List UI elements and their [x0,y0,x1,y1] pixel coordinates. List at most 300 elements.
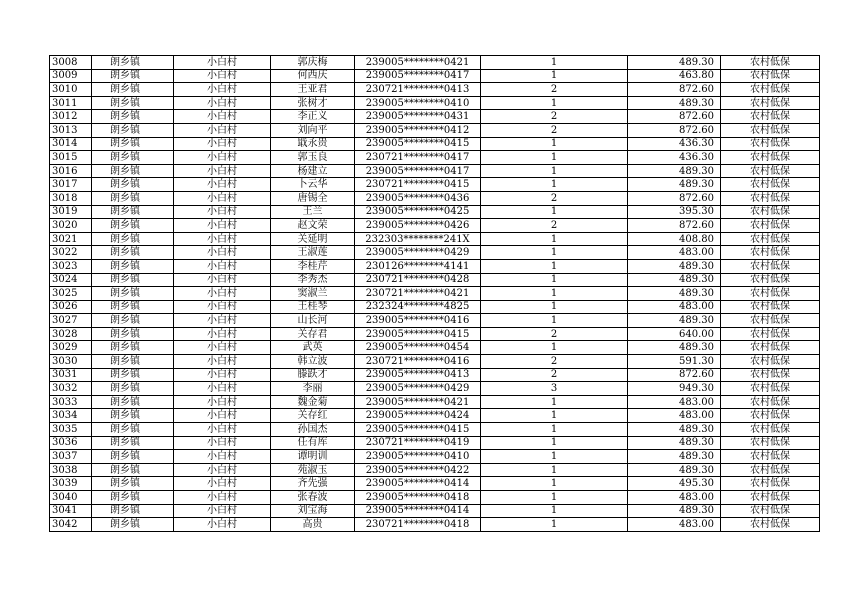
name-cell: 李丽 [271,382,355,396]
assistance-type-cell: 农村低保 [721,382,820,396]
row-number: 3014 [50,137,92,151]
town-cell: 朗乡镇 [92,69,174,83]
town-cell: 朗乡镇 [92,314,174,328]
id-number-cell: 239005********0414 [355,504,481,518]
amount-cell: 489.30 [628,259,721,273]
name-cell: 窦淑兰 [271,287,355,301]
village-cell: 小白村 [174,191,271,205]
town-cell: 朗乡镇 [92,246,174,260]
town-cell: 朗乡镇 [92,355,174,369]
id-number-cell: 232303********241X [355,232,481,246]
id-number-cell: 239005********0425 [355,205,481,219]
household-count-cell: 2 [481,327,628,341]
row-number: 3023 [50,259,92,273]
amount-cell: 483.00 [628,518,721,532]
row-number: 3016 [50,164,92,178]
table-row [50,382,820,396]
household-count-cell: 1 [481,300,628,314]
household-count-cell: 1 [481,395,628,409]
table-row [50,355,820,369]
village-cell: 小白村 [174,368,271,382]
amount-cell: 872.60 [628,83,721,97]
name-cell: 武英 [271,341,355,355]
assistance-type-cell: 农村低保 [721,450,820,464]
name-cell: 王桂琴 [271,300,355,314]
household-count-cell: 1 [481,409,628,423]
row-number: 3018 [50,191,92,205]
town-cell: 朗乡镇 [92,287,174,301]
assistance-type-cell: 农村低保 [721,341,820,355]
village-cell: 小白村 [174,314,271,328]
amount-cell: 483.00 [628,491,721,505]
table-row [50,219,820,233]
village-cell: 小白村 [174,450,271,464]
town-cell: 朗乡镇 [92,423,174,437]
village-cell: 小白村 [174,137,271,151]
household-count-cell: 1 [481,436,628,450]
id-number-cell: 232324********4825 [355,300,481,314]
amount-cell: 489.30 [628,423,721,437]
town-cell: 朗乡镇 [92,96,174,110]
household-count-cell: 1 [481,69,628,83]
table-row [50,246,820,260]
table-row [50,477,820,491]
amount-cell: 489.30 [628,178,721,192]
name-cell: 苑淑玉 [271,463,355,477]
assistance-type-cell: 农村低保 [721,123,820,137]
assistance-type-cell: 农村低保 [721,463,820,477]
assistance-type-cell: 农村低保 [721,287,820,301]
village-cell: 小白村 [174,232,271,246]
amount-cell: 489.30 [628,273,721,287]
assistance-type-cell: 农村低保 [721,232,820,246]
table-row [50,96,820,110]
amount-cell: 872.60 [628,368,721,382]
id-number-cell: 239005********0410 [355,96,481,110]
amount-cell: 872.60 [628,191,721,205]
name-cell: 孙国杰 [271,423,355,437]
village-cell: 小白村 [174,409,271,423]
id-number-cell: 230721********0421 [355,287,481,301]
table-row [50,56,820,70]
assistance-type-cell: 农村低保 [721,137,820,151]
table-row [50,191,820,205]
household-count-cell: 1 [481,232,628,246]
table-row [50,83,820,97]
name-cell: 山长河 [271,314,355,328]
relief-roster-table [49,55,820,532]
name-cell: 杨建立 [271,164,355,178]
table-body [50,56,820,532]
assistance-type-cell: 农村低保 [721,259,820,273]
town-cell: 朗乡镇 [92,178,174,192]
town-cell: 朗乡镇 [92,450,174,464]
amount-cell: 489.30 [628,164,721,178]
id-number-cell: 239005********0436 [355,191,481,205]
name-cell: 张树才 [271,96,355,110]
name-cell: 韩立波 [271,355,355,369]
assistance-type-cell: 农村低保 [721,96,820,110]
village-cell: 小白村 [174,273,271,287]
village-cell: 小白村 [174,463,271,477]
id-number-cell: 239005********0422 [355,463,481,477]
household-count-cell: 1 [481,463,628,477]
row-number: 3019 [50,205,92,219]
name-cell: 刘宝海 [271,504,355,518]
assistance-type-cell: 农村低保 [721,423,820,437]
household-count-cell: 1 [481,287,628,301]
table-row [50,205,820,219]
village-cell: 小白村 [174,96,271,110]
town-cell: 朗乡镇 [92,56,174,70]
id-number-cell: 239005********0418 [355,491,481,505]
assistance-type-cell: 农村低保 [721,300,820,314]
assistance-type-cell: 农村低保 [721,327,820,341]
household-count-cell: 1 [481,450,628,464]
village-cell: 小白村 [174,355,271,369]
household-count-cell: 3 [481,382,628,396]
id-number-cell: 239005********0415 [355,327,481,341]
amount-cell: 395.30 [628,205,721,219]
village-cell: 小白村 [174,219,271,233]
assistance-type-cell: 农村低保 [721,368,820,382]
village-cell: 小白村 [174,300,271,314]
row-number: 3031 [50,368,92,382]
row-number: 3034 [50,409,92,423]
table-row [50,491,820,505]
household-count-cell: 2 [481,191,628,205]
village-cell: 小白村 [174,491,271,505]
name-cell: 齐先强 [271,477,355,491]
table-row [50,463,820,477]
table-row [50,409,820,423]
household-count-cell: 1 [481,341,628,355]
village-cell: 小白村 [174,341,271,355]
name-cell: 李秀杰 [271,273,355,287]
row-number: 3038 [50,463,92,477]
amount-cell: 483.00 [628,395,721,409]
amount-cell: 489.30 [628,341,721,355]
assistance-type-cell: 农村低保 [721,477,820,491]
amount-cell: 489.30 [628,504,721,518]
table-row [50,300,820,314]
id-number-cell: 230721********0413 [355,83,481,97]
amount-cell: 640.00 [628,327,721,341]
assistance-type-cell: 农村低保 [721,395,820,409]
table-row [50,110,820,124]
row-number: 3020 [50,219,92,233]
amount-cell: 489.30 [628,436,721,450]
row-number: 3026 [50,300,92,314]
household-count-cell: 1 [481,477,628,491]
town-cell: 朗乡镇 [92,518,174,532]
town-cell: 朗乡镇 [92,395,174,409]
amount-cell: 489.30 [628,96,721,110]
row-number: 3030 [50,355,92,369]
town-cell: 朗乡镇 [92,477,174,491]
id-number-cell: 239005********0429 [355,382,481,396]
amount-cell: 436.30 [628,151,721,165]
name-cell: 刘向平 [271,123,355,137]
table-row [50,395,820,409]
id-number-cell: 230721********0415 [355,178,481,192]
household-count-cell: 2 [481,368,628,382]
town-cell: 朗乡镇 [92,491,174,505]
table-row [50,232,820,246]
amount-cell: 489.30 [628,287,721,301]
name-cell: 郭庆梅 [271,56,355,70]
assistance-type-cell: 农村低保 [721,164,820,178]
village-cell: 小白村 [174,123,271,137]
town-cell: 朗乡镇 [92,164,174,178]
row-number: 3008 [50,56,92,70]
table-row [50,259,820,273]
assistance-type-cell: 农村低保 [721,409,820,423]
village-cell: 小白村 [174,83,271,97]
assistance-type-cell: 农村低保 [721,151,820,165]
household-count-cell: 1 [481,164,628,178]
name-cell: 任有库 [271,436,355,450]
name-cell: 关存红 [271,409,355,423]
assistance-type-cell: 农村低保 [721,178,820,192]
name-cell: 魏金菊 [271,395,355,409]
amount-cell: 495.30 [628,477,721,491]
village-cell: 小白村 [174,110,271,124]
name-cell: 卜云华 [271,178,355,192]
household-count-cell: 1 [481,259,628,273]
town-cell: 朗乡镇 [92,137,174,151]
assistance-type-cell: 农村低保 [721,518,820,532]
town-cell: 朗乡镇 [92,219,174,233]
amount-cell: 872.60 [628,123,721,137]
table-row [50,504,820,518]
assistance-type-cell: 农村低保 [721,205,820,219]
table-row [50,518,820,532]
household-count-cell: 1 [481,273,628,287]
id-number-cell: 239005********0421 [355,395,481,409]
household-count-cell: 1 [481,246,628,260]
amount-cell: 483.00 [628,246,721,260]
assistance-type-cell: 农村低保 [721,314,820,328]
id-number-cell: 239005********0424 [355,409,481,423]
name-cell: 谭明训 [271,450,355,464]
id-number-cell: 239005********0410 [355,450,481,464]
town-cell: 朗乡镇 [92,83,174,97]
row-number: 3024 [50,273,92,287]
village-cell: 小白村 [174,205,271,219]
table-row [50,69,820,83]
table-row [50,436,820,450]
village-cell: 小白村 [174,395,271,409]
name-cell: 王兰 [271,205,355,219]
amount-cell: 463.80 [628,69,721,83]
id-number-cell: 239005********0413 [355,368,481,382]
town-cell: 朗乡镇 [92,368,174,382]
household-count-cell: 2 [481,83,628,97]
row-number: 3032 [50,382,92,396]
assistance-type-cell: 农村低保 [721,219,820,233]
town-cell: 朗乡镇 [92,110,174,124]
id-number-cell: 239005********0417 [355,164,481,178]
row-number: 3010 [50,83,92,97]
row-number: 3013 [50,123,92,137]
amount-cell: 872.60 [628,219,721,233]
row-number: 3033 [50,395,92,409]
id-number-cell: 239005********0415 [355,423,481,437]
household-count-cell: 1 [481,56,628,70]
id-number-cell: 239005********0414 [355,477,481,491]
id-number-cell: 230721********0417 [355,151,481,165]
row-number: 3011 [50,96,92,110]
amount-cell: 408.80 [628,232,721,246]
table-row [50,123,820,137]
row-number: 3029 [50,341,92,355]
assistance-type-cell: 农村低保 [721,83,820,97]
amount-cell: 489.30 [628,314,721,328]
id-number-cell: 239005********0426 [355,219,481,233]
id-number-cell: 239005********0421 [355,56,481,70]
village-cell: 小白村 [174,246,271,260]
amount-cell: 489.30 [628,450,721,464]
id-number-cell: 230721********0416 [355,355,481,369]
village-cell: 小白村 [174,382,271,396]
village-cell: 小白村 [174,518,271,532]
village-cell: 小白村 [174,436,271,450]
town-cell: 朗乡镇 [92,205,174,219]
household-count-cell: 1 [481,151,628,165]
row-number: 3028 [50,327,92,341]
household-count-cell: 1 [481,504,628,518]
village-cell: 小白村 [174,259,271,273]
town-cell: 朗乡镇 [92,382,174,396]
assistance-type-cell: 农村低保 [721,56,820,70]
town-cell: 朗乡镇 [92,259,174,273]
village-cell: 小白村 [174,56,271,70]
assistance-type-cell: 农村低保 [721,504,820,518]
table-row [50,137,820,151]
id-number-cell: 239005********0416 [355,314,481,328]
row-number: 3009 [50,69,92,83]
household-count-cell: 1 [481,205,628,219]
assistance-type-cell: 农村低保 [721,69,820,83]
village-cell: 小白村 [174,327,271,341]
name-cell: 张春波 [271,491,355,505]
row-number: 3027 [50,314,92,328]
assistance-type-cell: 农村低保 [721,273,820,287]
row-number: 3025 [50,287,92,301]
name-cell: 滕跃才 [271,368,355,382]
name-cell: 郭玉良 [271,151,355,165]
table-row [50,273,820,287]
amount-cell: 949.30 [628,382,721,396]
household-count-cell: 2 [481,123,628,137]
village-cell: 小白村 [174,477,271,491]
village-cell: 小白村 [174,164,271,178]
row-number: 3035 [50,423,92,437]
name-cell: 李正义 [271,110,355,124]
town-cell: 朗乡镇 [92,191,174,205]
row-number: 3012 [50,110,92,124]
amount-cell: 483.00 [628,409,721,423]
amount-cell: 591.30 [628,355,721,369]
amount-cell: 436.30 [628,137,721,151]
id-number-cell: 230721********0418 [355,518,481,532]
town-cell: 朗乡镇 [92,409,174,423]
table-row [50,314,820,328]
table-row [50,164,820,178]
name-cell: 李桂芹 [271,259,355,273]
amount-cell: 872.60 [628,110,721,124]
row-number: 3039 [50,477,92,491]
id-number-cell: 230126********4141 [355,259,481,273]
table-row [50,287,820,301]
town-cell: 朗乡镇 [92,300,174,314]
assistance-type-cell: 农村低保 [721,436,820,450]
household-count-cell: 1 [481,314,628,328]
id-number-cell: 230721********0419 [355,436,481,450]
assistance-type-cell: 农村低保 [721,246,820,260]
town-cell: 朗乡镇 [92,463,174,477]
household-count-cell: 1 [481,491,628,505]
town-cell: 朗乡镇 [92,327,174,341]
name-cell: 关存君 [271,327,355,341]
table-row [50,423,820,437]
amount-cell: 489.30 [628,463,721,477]
town-cell: 朗乡镇 [92,123,174,137]
name-cell: 赵文荣 [271,219,355,233]
household-count-cell: 1 [481,423,628,437]
amount-cell: 489.30 [628,56,721,70]
row-number: 3017 [50,178,92,192]
name-cell: 何西庆 [271,69,355,83]
name-cell: 唐锡全 [271,191,355,205]
village-cell: 小白村 [174,423,271,437]
town-cell: 朗乡镇 [92,436,174,450]
household-count-cell: 1 [481,178,628,192]
table-row [50,341,820,355]
town-cell: 朗乡镇 [92,504,174,518]
household-count-cell: 1 [481,518,628,532]
id-number-cell: 239005********0454 [355,341,481,355]
town-cell: 朗乡镇 [92,273,174,287]
id-number-cell: 230721********0428 [355,273,481,287]
household-count-cell: 1 [481,137,628,151]
row-number: 3037 [50,450,92,464]
name-cell: 王淑莲 [271,246,355,260]
village-cell: 小白村 [174,69,271,83]
table-row [50,368,820,382]
table-row [50,450,820,464]
household-count-cell: 2 [481,110,628,124]
id-number-cell: 239005********0412 [355,123,481,137]
town-cell: 朗乡镇 [92,341,174,355]
row-number: 3036 [50,436,92,450]
village-cell: 小白村 [174,151,271,165]
village-cell: 小白村 [174,504,271,518]
name-cell: 戢永贵 [271,137,355,151]
assistance-type-cell: 农村低保 [721,110,820,124]
id-number-cell: 239005********0417 [355,69,481,83]
row-number: 3015 [50,151,92,165]
assistance-type-cell: 农村低保 [721,191,820,205]
id-number-cell: 239005********0415 [355,137,481,151]
household-count-cell: 2 [481,355,628,369]
name-cell: 高贵 [271,518,355,532]
table-row [50,178,820,192]
assistance-type-cell: 农村低保 [721,355,820,369]
row-number: 3022 [50,246,92,260]
row-number: 3021 [50,232,92,246]
